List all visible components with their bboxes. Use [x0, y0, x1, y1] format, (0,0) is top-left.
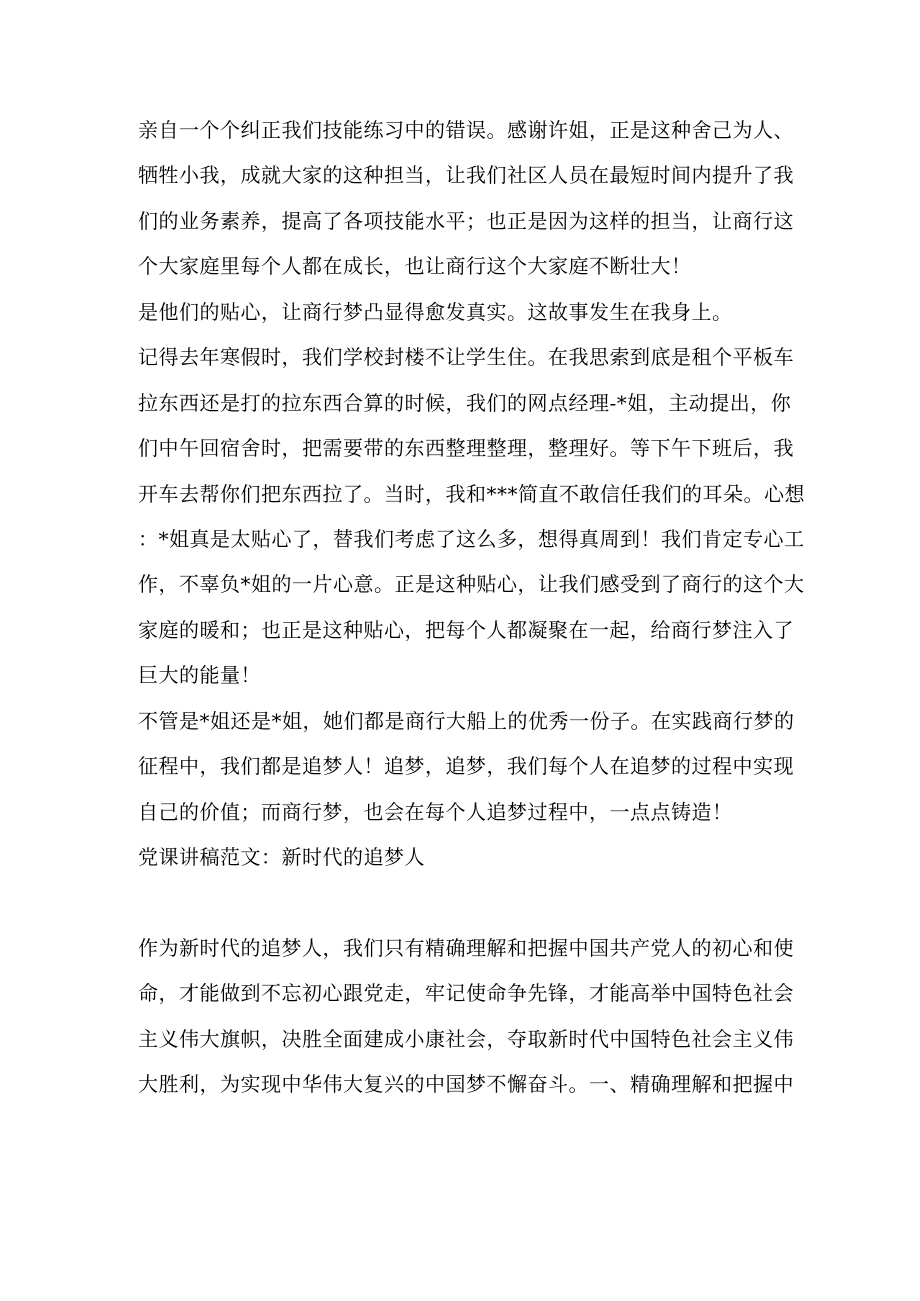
text-line: ：*姐真是太贴心了，替我们考虑了这么多，想得真周到！我们肯定专心工 [138, 527, 805, 551]
text-line: 巨大的能量！ [138, 663, 261, 687]
section-heading: 党课讲稿范文：新时代的追梦人 [138, 845, 425, 869]
text-line: 主义伟大旗帜，决胜全面建成小康社会，夺取新时代中国特色社会主义伟 [138, 1027, 794, 1051]
text-line: 个大家庭里每个人都在成长，也让商行这个大家庭不断壮大！ [138, 254, 692, 278]
text-line: 作为新时代的追梦人，我们只有精确理解和把握中国共产党人的初心和使 [138, 936, 794, 960]
text-line: 不管是*姐还是*姐，她们都是商行大船上的优秀一份子。在实践商行梦的 [138, 709, 795, 733]
text-line: 是他们的贴心，让商行梦凸显得愈发真实。这故事发生在我身上。 [138, 300, 733, 324]
text-line: 们的业务素养，提高了各项技能水平；也正是因为这样的担当，让商行这 [138, 209, 794, 233]
text-line: 亲自一个个纠正我们技能练习中的错误。感谢许姐，正是这种舍己为人、 [138, 118, 794, 142]
text-line: 记得去年寒假时，我们学校封楼不让学生住。在我思索到底是租个平板车 [138, 345, 794, 369]
text-line: 大胜利，为实现中华伟大复兴的中国梦不懈奋斗。一、精确理解和把握中 [138, 1072, 794, 1096]
text-line: 征程中，我们都是追梦人！追梦，追梦，我们每个人在追梦的过程中实现 [138, 754, 794, 778]
text-line: 命，才能做到不忘初心跟党走，牢记使命争先锋，才能高举中国特色社会 [138, 981, 794, 1005]
text-line: 们中午回宿舍时，把需要带的东西整理整理，整理好。等下午下班后，我 [138, 436, 794, 460]
text-line: 牺牲小我，成就大家的这种担当，让我们社区人员在最短时间内提升了我 [138, 163, 794, 187]
text-line: 自己的价值；而商行梦，也会在每个人追梦过程中，一点点铸造！ [138, 800, 733, 824]
text-line: 作，不辜负*姐的一片心意。正是这种贴心，让我们感受到了商行的这个大 [138, 572, 805, 596]
text-line: 拉东西还是打的拉东西合算的时候，我们的网点经理-*姐，主动提出，你 [138, 391, 792, 415]
text-line: 家庭的暖和；也正是这种贴心，把每个人都凝聚在一起，给商行梦注入了 [138, 618, 794, 642]
text-line: 开车去帮你们把东西拉了。当时，我和***简直不敢信任我们的耳朵。心想 [138, 482, 805, 506]
